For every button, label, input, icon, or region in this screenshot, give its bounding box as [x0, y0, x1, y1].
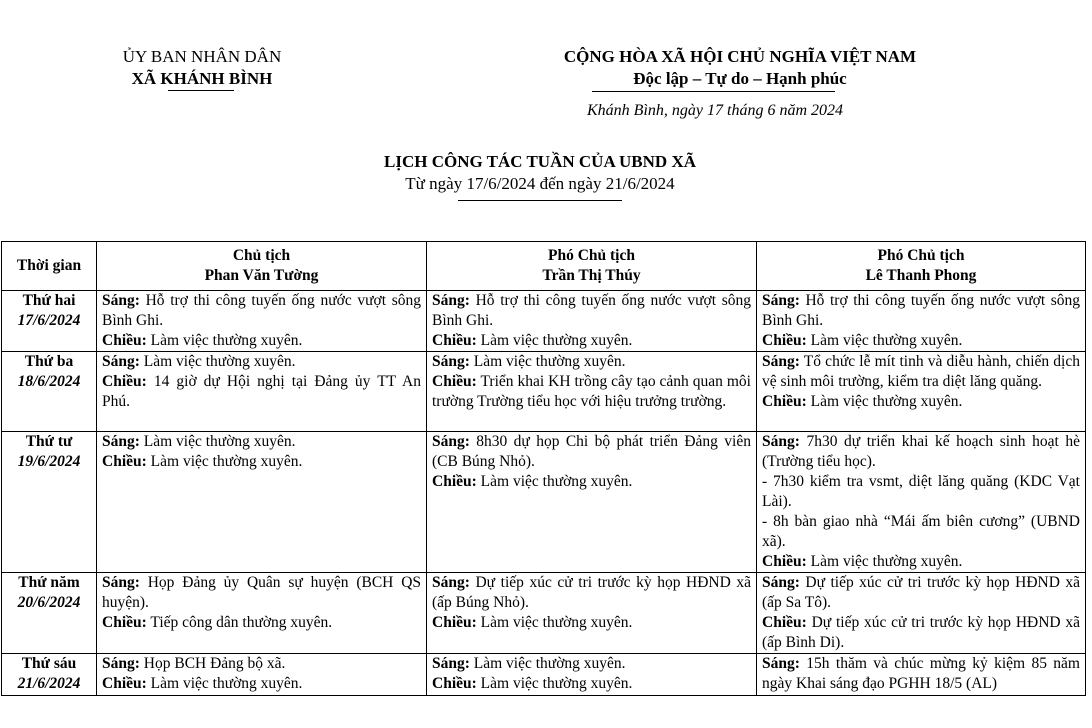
afternoon-label: Chiều:: [432, 373, 477, 390]
afternoon-label: Chiều:: [102, 453, 147, 470]
afternoon-label: Chiều:: [762, 332, 807, 349]
column-header-vice-chairman-1: [427, 242, 757, 291]
schedule-cell: [427, 573, 757, 654]
morning-label: Sáng:: [762, 292, 800, 309]
morning-label: Sáng:: [432, 574, 470, 591]
morning-label: Sáng:: [102, 292, 140, 309]
morning-label: Sáng:: [102, 655, 140, 672]
morning-label: Sáng:: [432, 655, 470, 672]
agency-underline: [168, 90, 234, 91]
afternoon-label: Chiều:: [432, 675, 477, 692]
morning-label: Sáng:: [762, 433, 800, 450]
table-header-row: [2, 242, 1086, 291]
afternoon-text: Làm việc thường xuyên.: [480, 332, 633, 349]
afternoon-text: Làm việc thường xuyên.: [480, 675, 633, 692]
table-row: [2, 352, 1086, 432]
afternoon-label: Chiều:: [102, 373, 147, 390]
column-header-vice-chairman-2: [757, 242, 1086, 291]
day-date: 21/6/2024: [17, 675, 81, 692]
place-date: Khánh Bình, ngày 17 tháng 6 năm 2024: [587, 102, 843, 119]
column-header-chairman: [97, 242, 427, 291]
agency-header: [90, 46, 314, 90]
afternoon-label: Chiều:: [432, 614, 477, 631]
morning-text: Dự tiếp xúc cử tri trước kỳ họp HĐND xã (ấp Sa Tô).: [762, 574, 1081, 611]
day-cell: [2, 352, 97, 432]
afternoon-label: Chiều:: [432, 473, 477, 490]
extra-task: - 7h30 kiểm tra vsmt, diệt lăng quăng (KDC Vạt Lài).: [762, 473, 1080, 510]
national-motto: Độc lập – Tự do – Hạnh phúc: [633, 69, 847, 88]
subtitle-underline: [458, 200, 622, 201]
morning-label: Sáng:: [102, 574, 140, 591]
column-role: Phó Chủ tịch: [548, 247, 635, 264]
morning-label: Sáng:: [432, 353, 470, 370]
table-row: [2, 432, 1086, 573]
column-role: Chủ tịch: [232, 247, 291, 264]
column-person: Trần Thị Thúy: [542, 267, 641, 284]
table-row: [2, 291, 1086, 352]
schedule-cell: [97, 352, 427, 432]
morning-text: 8h30 dự họp Chi bộ phát triển Đảng viên (CB Búng Nhỏ).: [432, 433, 751, 470]
schedule-cell: [427, 432, 757, 573]
morning-text: Hỗ trợ thi công tuyến ống nước vượt sông Bình Ghi.: [102, 292, 422, 329]
morning-text: Làm việc thường xuyên.: [143, 353, 296, 370]
morning-label: Sáng:: [762, 574, 800, 591]
morning-label: Sáng:: [432, 433, 470, 450]
schedule-cell: [97, 654, 427, 696]
afternoon-text: Làm việc thường xuyên.: [810, 553, 963, 570]
day-date: 18/6/2024: [17, 373, 81, 390]
morning-text: Làm việc thường xuyên.: [143, 433, 296, 450]
national-title: CỘNG HÒA XÃ HỘI CHỦ NGHĨA VIỆT NAM: [563, 47, 917, 66]
morning-text: 7h30 dự triển khai kế hoạch sinh hoạt hè (Trường tiểu học).: [762, 433, 1080, 470]
morning-label: Sáng:: [762, 655, 800, 672]
day-date: 17/6/2024: [17, 312, 81, 329]
document-subtitle: Từ ngày 17/6/2024 đến ngày 21/6/2024: [405, 174, 675, 193]
schedule-cell: [757, 654, 1086, 696]
morning-label: Sáng:: [432, 292, 470, 309]
morning-label: Sáng:: [102, 433, 140, 450]
afternoon-text: 14 giờ dự Hội nghị tại Đảng ủy TT An Phú.: [102, 373, 421, 410]
table-row: [2, 573, 1086, 654]
motto-underline: [592, 91, 835, 92]
column-person: Lê Thanh Phong: [865, 267, 977, 284]
schedule-cell: [427, 291, 757, 352]
day-name: Thứ ba: [24, 353, 74, 370]
national-header: [470, 46, 1010, 90]
afternoon-text: Làm việc thường xuyên.: [150, 453, 303, 470]
afternoon-label: Chiều:: [432, 332, 477, 349]
agency-name: ỦY BAN NHÂN DÂN: [122, 47, 282, 66]
document-title: LỊCH CÔNG TÁC TUẦN CỦA UBND XÃ: [383, 152, 697, 171]
schedule-cell: [427, 654, 757, 696]
day-name: Thứ hai: [22, 292, 76, 309]
afternoon-label: Chiều:: [102, 614, 147, 631]
afternoon-text: Làm việc thường xuyên.: [150, 332, 303, 349]
day-cell: [2, 291, 97, 352]
schedule-cell: [97, 291, 427, 352]
afternoon-text: Làm việc thường xuyên.: [480, 614, 633, 631]
morning-text: Hỗ trợ thi công tuyến ống nước vượt sông Bình Ghi.: [432, 292, 752, 329]
schedule-cell: [97, 432, 427, 573]
morning-text: Làm việc thường xuyên.: [473, 353, 626, 370]
afternoon-text: Làm việc thường xuyên.: [150, 675, 303, 692]
schedule-cell: [757, 432, 1086, 573]
commune-name: XÃ KHÁNH BÌNH: [131, 69, 273, 88]
schedule-cell: [757, 573, 1086, 654]
afternoon-text: Làm việc thường xuyên.: [810, 393, 963, 410]
column-role: Phó Chủ tịch: [877, 247, 965, 264]
schedule-cell: [757, 352, 1086, 432]
morning-label: Sáng:: [102, 353, 140, 370]
morning-text: Họp BCH Đảng bộ xã.: [143, 655, 286, 672]
day-cell: [2, 573, 97, 654]
day-date: 20/6/2024: [17, 594, 81, 611]
afternoon-text: Dự tiếp xúc cử tri trước kỳ họp HĐND xã (ấp Bình Di).: [762, 614, 1081, 651]
time-header: Thời gian: [2, 242, 97, 291]
morning-label: Sáng:: [762, 353, 800, 370]
schedule-cell: [427, 352, 757, 432]
afternoon-text: Làm việc thường xuyên.: [810, 332, 963, 349]
day-cell: [2, 654, 97, 696]
morning-text: Họp Đảng ủy Quân sự huyện (BCH QS huyện).: [102, 574, 422, 611]
afternoon-label: Chiều:: [102, 332, 147, 349]
morning-text: Dự tiếp xúc cử tri trước kỳ họp HĐND xã (ấp Búng Nhỏ).: [432, 574, 752, 611]
afternoon-label: Chiều:: [762, 614, 807, 631]
morning-text: Tổ chức lễ mít tinh và diễu hành, chiến dịch vệ sinh môi trường, kiểm tra diệt lăng quăng.: [762, 353, 1080, 390]
afternoon-label: Chiều:: [762, 393, 807, 410]
column-person: Phan Văn Tường: [204, 267, 319, 284]
schedule-table: [1, 241, 1086, 696]
morning-text: Hỗ trợ thi công tuyến ống nước vượt sông Bình Ghi.: [762, 292, 1081, 329]
afternoon-text: Triển khai KH trồng cây tạo cảnh quan môi trường Trường tiểu học với hiệu trưởng trường.: [432, 373, 751, 410]
day-name: Thứ năm: [18, 574, 80, 591]
day-cell: [2, 432, 97, 573]
morning-text: Làm việc thường xuyên.: [473, 655, 626, 672]
day-name: Thứ sáu: [21, 655, 77, 672]
day-name: Thứ tư: [25, 433, 73, 450]
schedule-cell: [757, 291, 1086, 352]
morning-text: 15h thăm và chúc mừng kỷ kiệm 85 năm ngày Khai sáng đạo PGHH 18/5 (AL): [762, 655, 1080, 692]
table-row: [2, 654, 1086, 696]
afternoon-label: Chiều:: [762, 553, 807, 570]
day-date: 19/6/2024: [17, 453, 81, 470]
afternoon-text: Tiếp công dân thường xuyên.: [150, 614, 333, 631]
afternoon-text: Làm việc thường xuyên.: [480, 473, 633, 490]
extra-task: - 8h bàn giao nhà “Mái ấm biên cương” (UBND xã).: [762, 513, 1080, 550]
afternoon-label: Chiều:: [102, 675, 147, 692]
schedule-cell: [97, 573, 427, 654]
